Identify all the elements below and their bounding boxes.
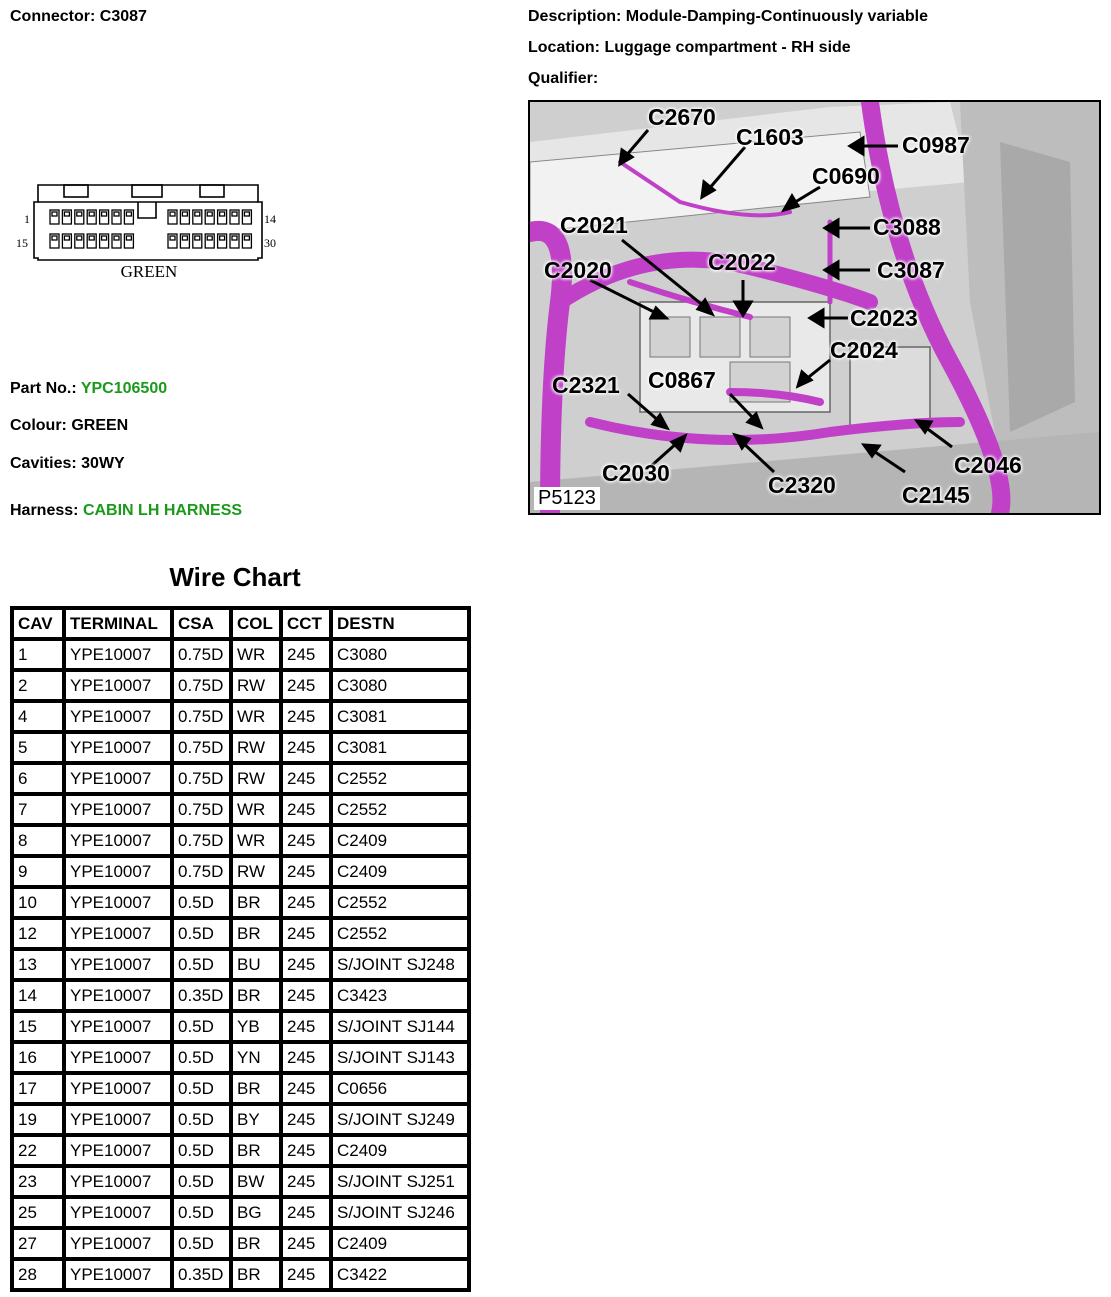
cell-destn: S/JOINT SJ251 <box>331 1166 469 1197</box>
connector-pin-contact <box>77 236 82 240</box>
cell-cav: 12 <box>12 918 64 949</box>
cavities-label: Cavities: 30WY <box>10 455 125 472</box>
connector-pin-contact <box>207 236 212 240</box>
cell-csa: 0.75D <box>172 794 231 825</box>
cell-terminal: YPE10007 <box>64 701 172 732</box>
cell-col: BR <box>231 1073 281 1104</box>
cell-destn: C2552 <box>331 887 469 918</box>
cell-destn: C2409 <box>331 1228 469 1259</box>
cell-cav: 15 <box>12 1011 64 1042</box>
table-row <box>12 825 469 856</box>
col-header-cct: CCT <box>281 608 331 639</box>
cell-csa: 0.75D <box>172 701 231 732</box>
cell-destn: C2552 <box>331 763 469 794</box>
cell-cav: 13 <box>12 949 64 980</box>
cell-cct: 245 <box>281 887 331 918</box>
cell-cav: 23 <box>12 1166 64 1197</box>
cell-terminal: YPE10007 <box>64 1166 172 1197</box>
callout-c2670: C2670 <box>648 104 716 130</box>
connector-pin-contact <box>182 212 187 216</box>
cell-col: BR <box>231 980 281 1011</box>
cell-col: YB <box>231 1011 281 1042</box>
pin-label-30: 30 <box>264 236 276 250</box>
connector-pin-contact <box>182 236 187 240</box>
cell-terminal: YPE10007 <box>64 732 172 763</box>
cell-cct: 245 <box>281 1135 331 1166</box>
cell-cct: 245 <box>281 639 331 670</box>
cell-col: BU <box>231 949 281 980</box>
connector-label: Connector: C3087 <box>10 8 147 25</box>
cell-csa: 0.75D <box>172 856 231 887</box>
table-row <box>12 1228 469 1259</box>
cell-cct: 245 <box>281 856 331 887</box>
callout-c2320: C2320 <box>768 472 836 498</box>
cell-col: RW <box>231 670 281 701</box>
cell-destn: C3422 <box>331 1259 469 1290</box>
callout-c2023: C2023 <box>850 305 918 331</box>
callout-c2022: C2022 <box>708 249 776 275</box>
cell-terminal: YPE10007 <box>64 1135 172 1166</box>
cell-csa: 0.5D <box>172 1197 231 1228</box>
table-row <box>12 856 469 887</box>
cell-col: BR <box>231 1135 281 1166</box>
cell-cct: 245 <box>281 1228 331 1259</box>
cell-cav: 28 <box>12 1259 64 1290</box>
cell-cav: 25 <box>12 1197 64 1228</box>
cell-destn: C3081 <box>331 701 469 732</box>
cell-csa: 0.5D <box>172 1166 231 1197</box>
connector-pin-contact <box>114 212 119 216</box>
cell-terminal: YPE10007 <box>64 1259 172 1290</box>
cell-cav: 19 <box>12 1104 64 1135</box>
cell-col: WR <box>231 639 281 670</box>
cell-col: BG <box>231 1197 281 1228</box>
cell-col: BR <box>231 1228 281 1259</box>
cell-terminal: YPE10007 <box>64 1228 172 1259</box>
table-row <box>12 639 469 670</box>
cell-cct: 245 <box>281 1197 331 1228</box>
cell-terminal: YPE10007 <box>64 639 172 670</box>
cell-terminal: YPE10007 <box>64 856 172 887</box>
callout-c2020: C2020 <box>544 257 612 283</box>
location-photo <box>528 100 1101 515</box>
callout-c2024: C2024 <box>830 337 898 363</box>
connector-pin-contact <box>64 236 69 240</box>
cell-cav: 9 <box>12 856 64 887</box>
harness-link[interactable]: CABIN LH HARNESS <box>82 502 243 519</box>
cell-col: RW <box>231 732 281 763</box>
connector-pin-contact <box>114 236 119 240</box>
connector-pin-contact <box>220 236 225 240</box>
cell-destn: C3081 <box>331 732 469 763</box>
cell-cav: 7 <box>12 794 64 825</box>
cell-csa: 0.5D <box>172 1011 231 1042</box>
callout-c2046: C2046 <box>954 452 1022 478</box>
table-row <box>12 918 469 949</box>
connector-pin-contact <box>207 212 212 216</box>
cell-destn: C3080 <box>331 670 469 701</box>
col-header-csa: CSA <box>172 608 231 639</box>
table-row <box>12 1259 469 1290</box>
description-label: Description: Module-Damping-Continuously variable <box>528 8 929 25</box>
cell-cav: 2 <box>12 670 64 701</box>
table-row <box>12 980 469 1011</box>
connector-pin-contact <box>52 212 57 216</box>
connector-pin-contact <box>89 236 94 240</box>
qualifier-label: Qualifier: <box>528 70 599 87</box>
cell-destn: S/JOINT SJ246 <box>331 1197 469 1228</box>
callout-c2030: C2030 <box>602 460 670 486</box>
part-number-label: Part No.: <box>10 380 77 397</box>
photo-id-label: P5123 <box>534 487 600 510</box>
callout-c0690: C0690 <box>812 163 880 189</box>
cell-destn: C2409 <box>331 825 469 856</box>
cell-terminal: YPE10007 <box>64 1042 172 1073</box>
cell-destn: C2409 <box>331 856 469 887</box>
pin-label-1: 1 <box>24 212 30 226</box>
cell-cct: 245 <box>281 980 331 1011</box>
harness <box>10 502 242 520</box>
table-row <box>12 763 469 794</box>
cell-cct: 245 <box>281 794 331 825</box>
cell-cav: 16 <box>12 1042 64 1073</box>
connector-pin-contact <box>102 236 107 240</box>
cell-destn: S/JOINT SJ248 <box>331 949 469 980</box>
connector-pin-contact <box>126 212 131 216</box>
cell-csa: 0.75D <box>172 670 231 701</box>
pin-label-15: 15 <box>16 236 28 250</box>
cell-csa: 0.35D <box>172 1259 231 1290</box>
cell-destn: C0656 <box>331 1073 469 1104</box>
cell-terminal: YPE10007 <box>64 1104 172 1135</box>
callout-c2321: C2321 <box>552 372 620 398</box>
connector-colour-text: GREEN <box>120 262 178 281</box>
cell-cct: 245 <box>281 670 331 701</box>
cell-col: WR <box>231 825 281 856</box>
harness-label: Harness: <box>10 502 79 519</box>
cell-csa: 0.5D <box>172 949 231 980</box>
connector-pin-contact <box>244 212 249 216</box>
cell-destn: S/JOINT SJ249 <box>331 1104 469 1135</box>
cell-cct: 245 <box>281 825 331 856</box>
cell-cct: 245 <box>281 1104 331 1135</box>
callout-c1603: C1603 <box>736 124 804 150</box>
table-row <box>12 732 469 763</box>
cell-destn: C3423 <box>331 980 469 1011</box>
wire-chart-table <box>10 606 471 1292</box>
cell-cct: 245 <box>281 1042 331 1073</box>
col-header-col: COL <box>231 608 281 639</box>
cell-col: BR <box>231 887 281 918</box>
location-label: Location: Luggage compartment - RH side <box>528 39 851 56</box>
cell-destn: C2552 <box>331 918 469 949</box>
col-header-destn: DESTN <box>331 608 469 639</box>
cell-cct: 245 <box>281 1011 331 1042</box>
cell-cct: 245 <box>281 1259 331 1290</box>
col-header-cav: CAV <box>12 608 64 639</box>
cell-destn: C2552 <box>331 794 469 825</box>
cell-csa: 0.5D <box>172 918 231 949</box>
cell-cav: 4 <box>12 701 64 732</box>
callout-c0987: C0987 <box>902 132 970 158</box>
cell-terminal: YPE10007 <box>64 794 172 825</box>
cell-terminal: YPE10007 <box>64 763 172 794</box>
connector-pin-contact <box>77 212 82 216</box>
table-row <box>12 670 469 701</box>
table-header-row <box>12 608 469 639</box>
connector-pin-contact <box>102 212 107 216</box>
table-row <box>12 1197 469 1228</box>
cell-terminal: YPE10007 <box>64 918 172 949</box>
cell-csa: 0.5D <box>172 1135 231 1166</box>
cell-col: YN <box>231 1042 281 1073</box>
callout-c3087: C3087 <box>877 257 945 283</box>
cell-cav: 10 <box>12 887 64 918</box>
cell-terminal: YPE10007 <box>64 670 172 701</box>
cell-destn: C3080 <box>331 639 469 670</box>
cell-col: BR <box>231 1259 281 1290</box>
table-row <box>12 1104 469 1135</box>
table-row <box>12 1073 469 1104</box>
cell-destn: S/JOINT SJ144 <box>331 1011 469 1042</box>
table-row <box>12 1011 469 1042</box>
connector-pin-contact <box>195 236 200 240</box>
cell-csa: 0.75D <box>172 763 231 794</box>
cell-cav: 1 <box>12 639 64 670</box>
part-number-link[interactable]: YPC106500 <box>80 380 168 397</box>
cell-csa: 0.75D <box>172 639 231 670</box>
callout-c3088: C3088 <box>873 214 941 240</box>
table-row <box>12 794 469 825</box>
table-row <box>12 887 469 918</box>
cell-terminal: YPE10007 <box>64 1073 172 1104</box>
col-header-terminal: TERMINAL <box>64 608 172 639</box>
callout-c0867: C0867 <box>648 367 716 393</box>
cell-terminal: YPE10007 <box>64 949 172 980</box>
connector-pin-contact <box>89 212 94 216</box>
cell-col: WR <box>231 794 281 825</box>
cell-col: RW <box>231 856 281 887</box>
connector-pin-contact <box>170 212 175 216</box>
cell-cav: 17 <box>12 1073 64 1104</box>
cell-destn: S/JOINT SJ143 <box>331 1042 469 1073</box>
cell-cav: 5 <box>12 732 64 763</box>
connector-pin-contact <box>52 236 57 240</box>
connector-pin-contact <box>170 236 175 240</box>
cell-csa: 0.5D <box>172 1073 231 1104</box>
part-number <box>10 380 167 398</box>
table-row <box>12 1166 469 1197</box>
wire-chart-title: Wire Chart <box>169 562 301 592</box>
cell-cav: 8 <box>12 825 64 856</box>
connector-pin-contact <box>64 212 69 216</box>
pin-label-14: 14 <box>264 212 276 226</box>
cell-col: BW <box>231 1166 281 1197</box>
callout-c2145: C2145 <box>902 482 970 508</box>
cell-col: RW <box>231 763 281 794</box>
table-row <box>12 701 469 732</box>
cell-csa: 0.35D <box>172 980 231 1011</box>
cell-terminal: YPE10007 <box>64 1011 172 1042</box>
cell-csa: 0.75D <box>172 732 231 763</box>
table-row <box>12 1135 469 1166</box>
cell-csa: 0.5D <box>172 1104 231 1135</box>
cell-cav: 6 <box>12 763 64 794</box>
cell-cct: 245 <box>281 918 331 949</box>
cell-cav: 14 <box>12 980 64 1011</box>
cell-terminal: YPE10007 <box>64 825 172 856</box>
cell-terminal: YPE10007 <box>64 887 172 918</box>
cell-cav: 22 <box>12 1135 64 1166</box>
connector-pin-contact <box>232 212 237 216</box>
cell-csa: 0.5D <box>172 1228 231 1259</box>
cell-csa: 0.5D <box>172 887 231 918</box>
cell-cct: 245 <box>281 1166 331 1197</box>
cell-col: WR <box>231 701 281 732</box>
cell-col: BY <box>231 1104 281 1135</box>
connector-pin-contact <box>126 236 131 240</box>
cell-terminal: YPE10007 <box>64 1197 172 1228</box>
connector-pin-contact <box>220 212 225 216</box>
connector-face-diagram <box>14 180 284 285</box>
cell-cct: 245 <box>281 701 331 732</box>
connector-pin-contact <box>232 236 237 240</box>
callout-c2021: C2021 <box>560 212 628 238</box>
cell-csa: 0.75D <box>172 825 231 856</box>
table-row <box>12 1042 469 1073</box>
cell-cct: 245 <box>281 949 331 980</box>
colour-label: Colour: GREEN <box>10 417 129 434</box>
cell-terminal: YPE10007 <box>64 980 172 1011</box>
cell-cct: 245 <box>281 763 331 794</box>
connector-pin-contact <box>244 236 249 240</box>
connector-pin-contact <box>195 212 200 216</box>
cell-destn: C2409 <box>331 1135 469 1166</box>
cell-csa: 0.5D <box>172 1042 231 1073</box>
cell-cct: 245 <box>281 732 331 763</box>
cell-col: BR <box>231 918 281 949</box>
cell-cct: 245 <box>281 1073 331 1104</box>
cell-cav: 27 <box>12 1228 64 1259</box>
table-row <box>12 949 469 980</box>
